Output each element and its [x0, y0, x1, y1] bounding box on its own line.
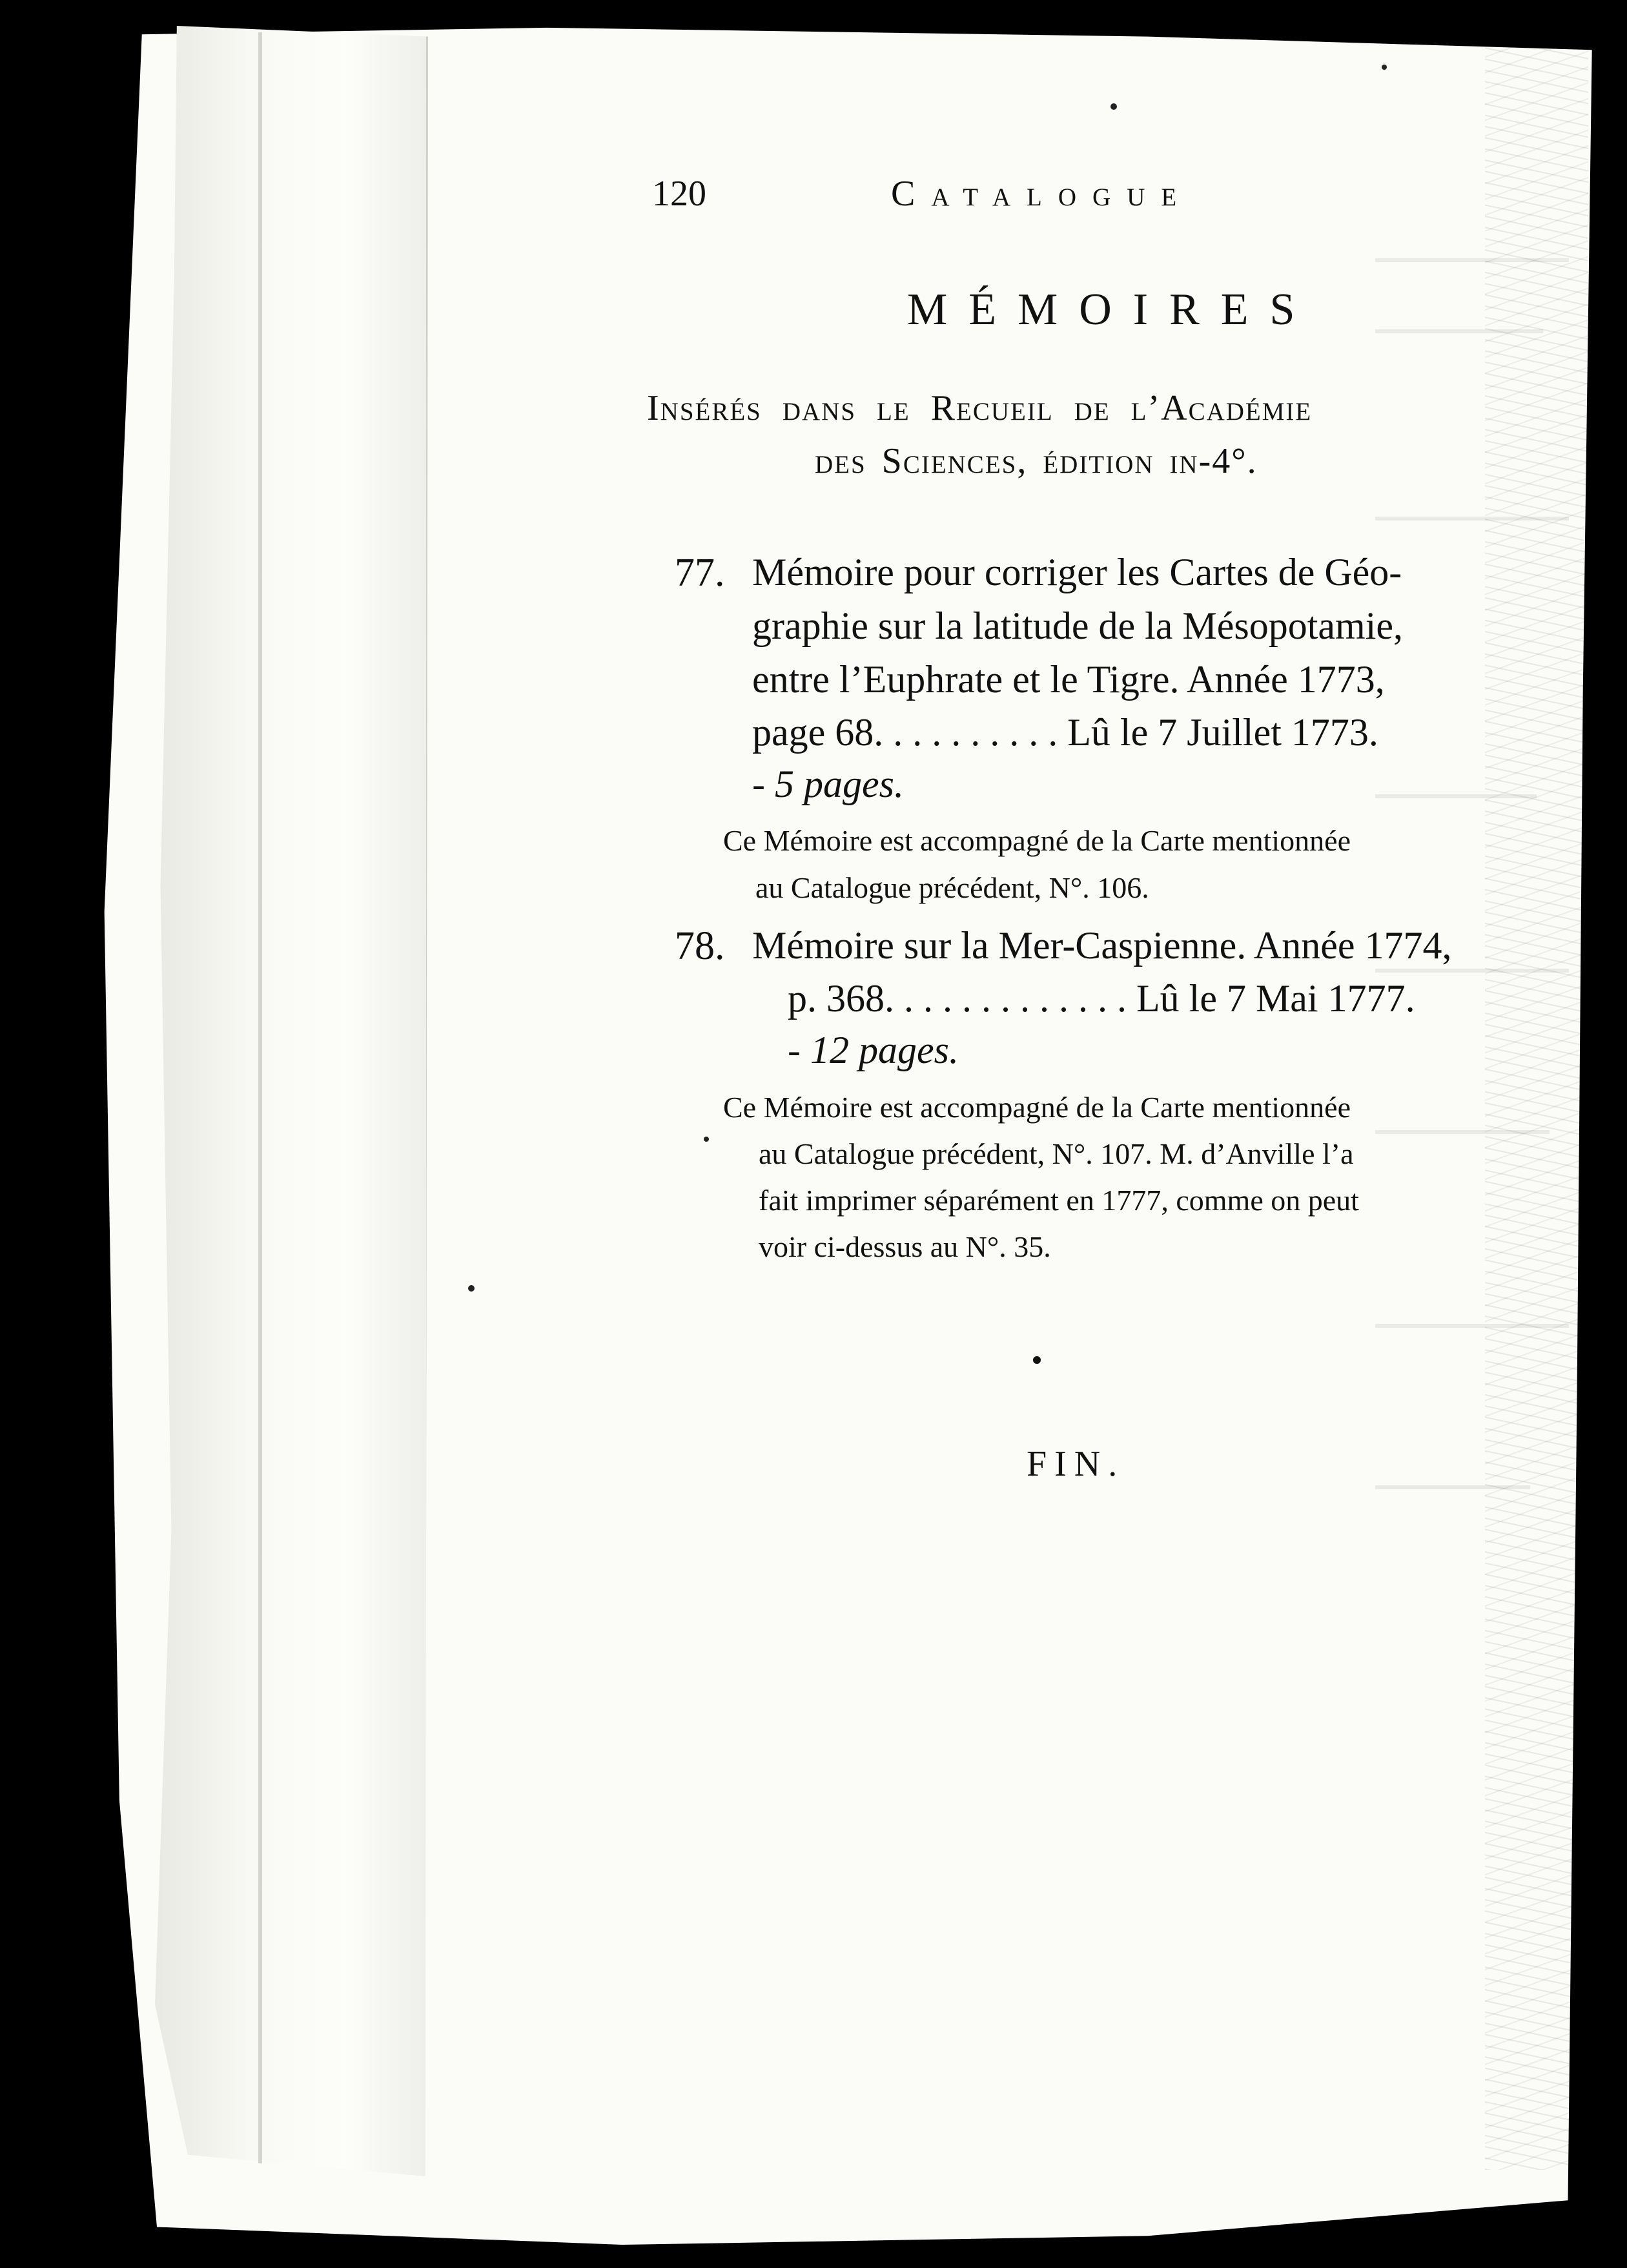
entry-line: entre l’Euphrate et le Tigre. Année 1773, [752, 658, 1385, 701]
entry-note-line: au Catalogue précédent, N°. 106. [755, 871, 1149, 904]
closing-fin: FIN. [1027, 1444, 1125, 1484]
entry-note-line: fait imprimer séparément en 1777, comme on peut [759, 1184, 1359, 1217]
page-edge-speckle [1485, 39, 1588, 2170]
bleed-through-line [1375, 1130, 1550, 1134]
entry-line: page 68. . . . . . . . . . Lû le 7 Juillet 1773. [752, 711, 1378, 754]
page-number: 120 [652, 174, 706, 214]
section-subtitle-line-1: Insérés dans le Recueil de l’Académie [647, 388, 1313, 428]
bleed-through-line [1375, 258, 1569, 262]
section-title: MÉMOIRES [907, 285, 1316, 335]
entry-number: 77. [675, 551, 725, 595]
bleed-through-line [1375, 517, 1569, 521]
ornament-dot [1033, 1356, 1041, 1364]
ink-speck [1110, 103, 1117, 110]
bleed-through-line [1375, 969, 1569, 973]
bleed-through-line [1375, 794, 1537, 798]
ink-speck [1382, 65, 1387, 70]
section-subtitle-line-2: des Sciences, édition in-4°. [815, 441, 1258, 481]
ink-speck [704, 1137, 709, 1142]
entry-note-line: Ce Mémoire est accompagné de la Carte mentionnée [723, 1091, 1351, 1124]
entry-note-line: au Catalogue précédent, N°. 107. M. d’Anville l’a [759, 1137, 1354, 1170]
entry-page-count: - 5 pages. [752, 763, 904, 805]
running-title: Catalogue [891, 174, 1193, 214]
entry-note-line: voir ci-dessus au N°. 35. [759, 1230, 1051, 1263]
entry-line: graphie sur la latitude de la Mésopotamie, [752, 604, 1404, 647]
entry-line: Mémoire pour corriger les Cartes de Géo- [752, 551, 1402, 593]
entry-page-count: - 12 pages. [788, 1029, 959, 1071]
ink-speck [468, 1285, 475, 1292]
entry-line: Mémoire sur la Mer-Caspienne. Année 1774, [752, 924, 1452, 967]
entry-number: 78. [675, 924, 725, 968]
folded-page-strip [155, 26, 428, 2176]
bleed-through-line [1375, 1485, 1530, 1489]
entry-note-line: Ce Mémoire est accompagné de la Carte mentionnée [723, 824, 1351, 857]
bleed-through-line [1375, 329, 1543, 333]
entry-line: p. 368. . . . . . . . . . . . . Lû le 7 Mai 1777. [788, 977, 1415, 1020]
bleed-through-line [1375, 1324, 1569, 1328]
fold-crease [258, 32, 262, 2163]
